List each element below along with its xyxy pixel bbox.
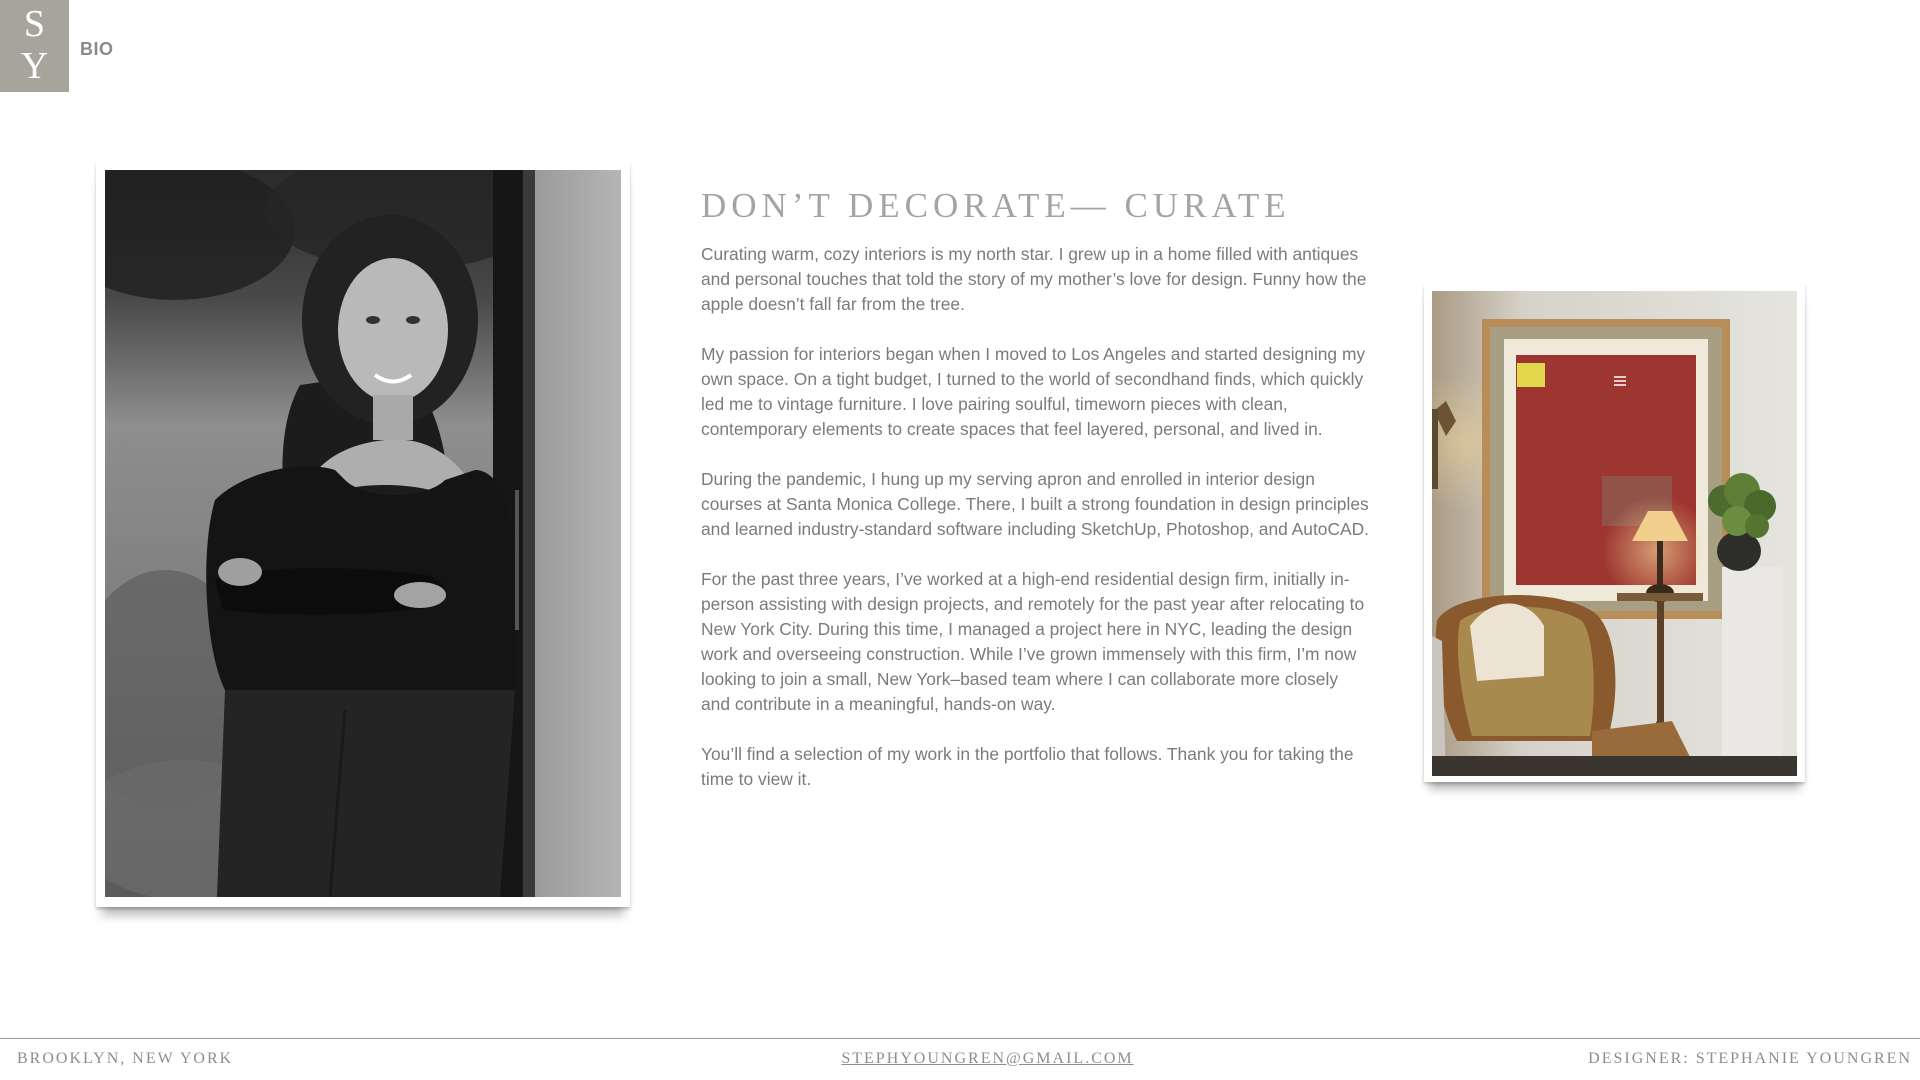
footer-designer: DESIGNER: STEPHANIE YOUNGREN <box>1588 1050 1912 1067</box>
interior-photo-image <box>1432 291 1797 776</box>
monogram-letter-s: S <box>23 3 46 45</box>
bio-paragraph: You’ll find a selection of my work in the portfolio that follows. Thank you for taking the time to view it. <box>701 744 1354 789</box>
bio-paragraph: During the pandemic, I hung up my serving apron and enrolled in interior design courses at Santa Monica College. There, I built a strong foundation in design principles and learned industry-standard software including SketchUp, Photoshop, and AutoCAD. <box>701 469 1370 539</box>
monogram-logo <box>0 0 69 92</box>
page-headline: DON’T DECORATE— CURATE <box>701 186 1291 225</box>
interior-photo <box>1432 291 1797 776</box>
section-label: BIO <box>80 39 114 59</box>
bio-paragraph: My passion for interiors began when I moved to Los Angeles and started designing my own space. On a tight budget, I turned to the world of secondhand finds, which quickly led me to vintage furniture. I love pairing soulful, timeworn pieces with clean, contemporary elements to create spaces that feel layered, personal, and lived in. <box>701 344 1366 439</box>
portrait-photo <box>105 170 621 897</box>
monogram-letter-y: Y <box>20 45 49 87</box>
interior-photo-frame <box>1424 284 1805 782</box>
bio-paragraph: Curating warm, cozy interiors is my north star. I grew up in a home filled with antiques and personal touches that told the story of my mother’s love for design. Funny how the apple doesn’t fall far from the tree. <box>701 244 1367 314</box>
bio-text <box>701 242 1371 817</box>
portrait-photo-frame <box>96 163 630 907</box>
portrait-photo-image <box>105 170 621 897</box>
footer-email-link[interactable]: STEPHYOUNGREN@GMAIL.COM <box>841 1050 1134 1067</box>
footer-location: BROOKLYN, NEW YORK <box>17 1050 234 1067</box>
bio-paragraph: For the past three years, I’ve worked at a high-end residential design firm, initially in-person assisting with design projects, and remotely for the past year after relocating to New York City. During this time, I managed a project here in NYC, leading the design work and overseeing construction. While I’ve grown immensely with this firm, I’m now looking to join a small, New York–based team where I can collaborate more closely and contribute in a meaningful, hands-on way. <box>701 569 1365 714</box>
footer-divider <box>0 1038 1920 1039</box>
